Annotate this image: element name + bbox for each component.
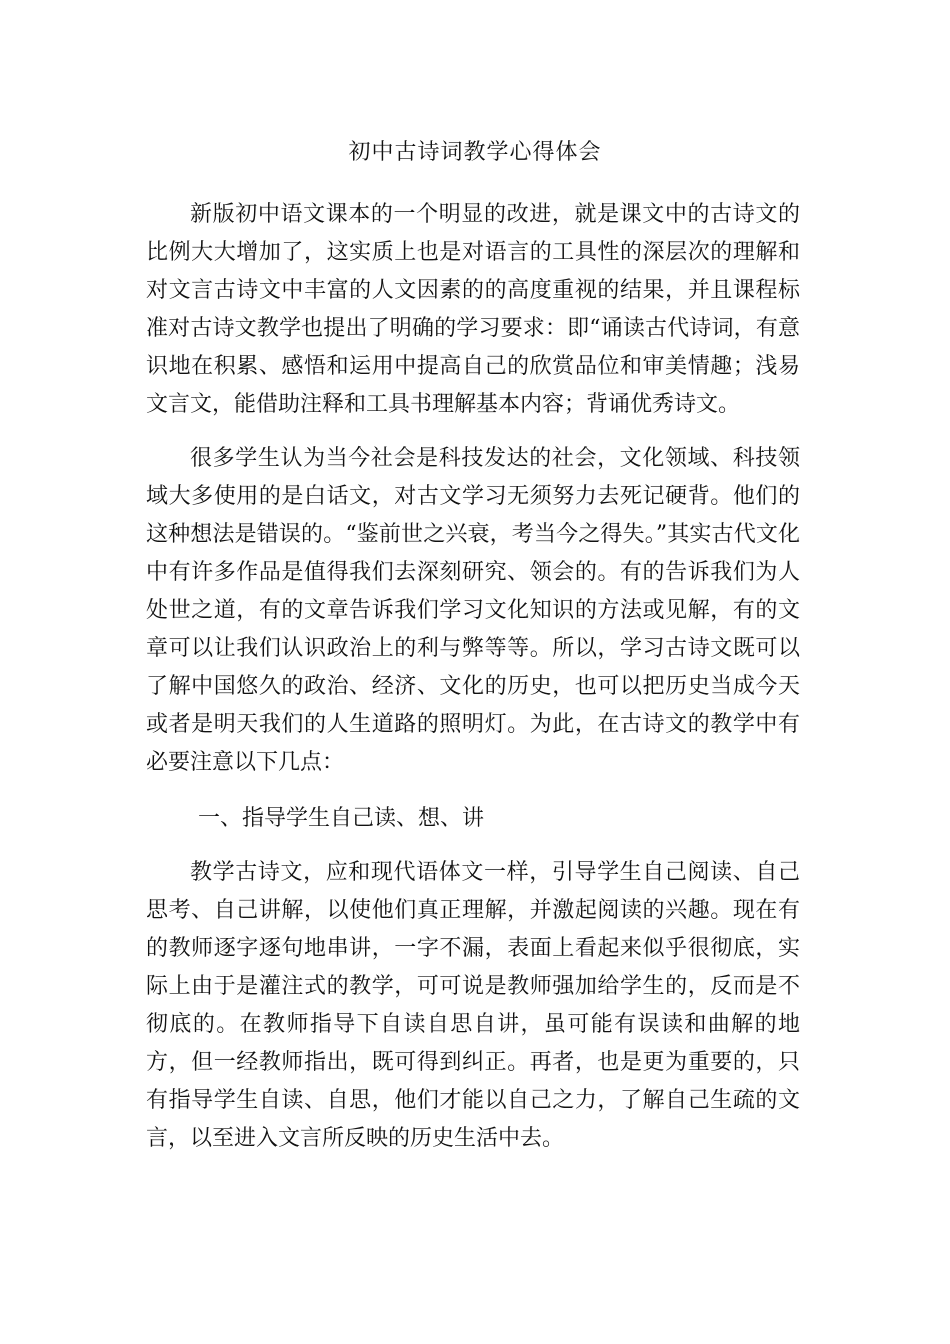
section-heading: 一、指导学生自己读、想、讲 — [198, 806, 485, 831]
paragraph-intro: 新版初中语文课本的一个明显的改进，就是课文中的古诗文的比例大大增加了，这实质上也是对语言的工具性的深层次的理解和对文言古诗文中丰富的人文因素的的高度重视的结果，并且课程标准对古诗文教学也提出了明确的学习要求：即“诵读古代诗词，有意识地在积累、感悟和运用中提高自己的欣赏品位和审美情趣；浅易文言文，能借助注释和工具书理解基本内容；背诵优秀诗文。 — [146, 202, 800, 417]
document-title: 初中古诗词教学心得体会 — [348, 140, 602, 165]
paragraph-guidance: 教学古诗文，应和现代语体文一样，引导学生自己阅读、自己思考、自己讲解，以使他们真正理解，并激起阅读的兴趣。现在有的教师逐字逐句地串讲，一字不漏，表面上看起来似乎很彻底，实际上由于是灌注式的教学，可可说是教师强加给学生的，反而是不彻底的。在教师指导下自读自思自讲，虽可能有误读和曲解的地方，但一经教师指出，既可得到纠正。再者，也是更为重要的，只有指导学生自读、自思，他们才能以自己之力，了解自己生疏的文言，以至进入文言所反映的历史生活中去。 — [146, 860, 800, 1151]
paragraph-importance: 很多学生认为当今社会是科技发达的社会，文化领域、科技领域大多使用的是白话文，对古文学习无须努力去死记硬背。他们的这种想法是错误的。“鉴前世之兴衰，考当今之得失。”其实古代文化中有许多作品是值得我们去深刻研究、领会的。有的告诉我们为人处世之道，有的文章告诉我们学习文化知识的方法或见解，有的文章可以让我们认识政治上的利与弊等等。所以，学习古诗文既可以了解中国悠久的政治、经济、文化的历史，也可以把历史当成今天或者是明天我们的人生道路的照明灯。为此，在古诗文的教学中有必要注意以下几点： — [146, 446, 800, 775]
